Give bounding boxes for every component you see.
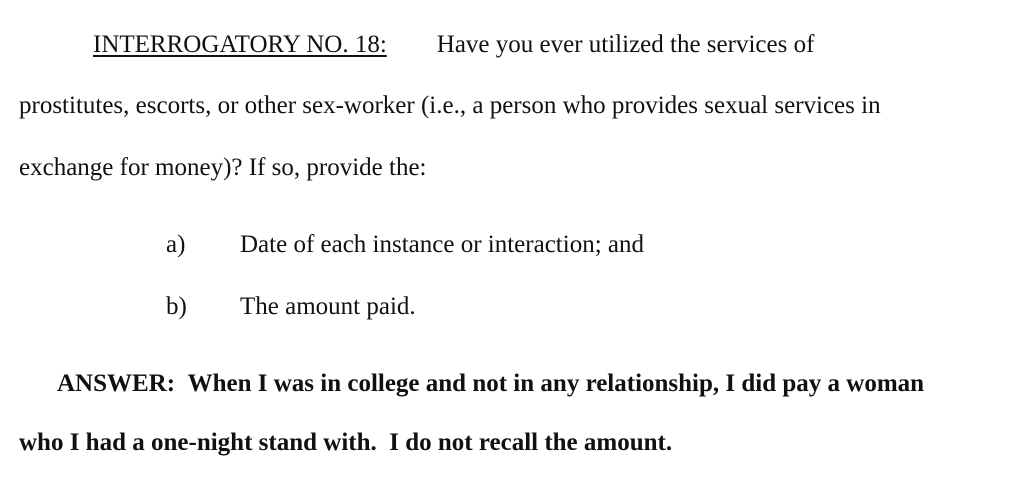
interrogatory-question-line-1: Have you ever utilized the services of: [436, 31, 815, 58]
interrogatory-question-line-3: exchange for money)? If so, provide the:: [19, 154, 427, 181]
interrogatory-heading-line: [93, 30, 814, 60]
answer-line-1: [57, 369, 924, 399]
list-item-b-text: The amount paid.: [240, 293, 416, 320]
answer-text-line-1: When I was in college and not in any relationship, I did pay a woman: [187, 370, 925, 397]
answer-label: ANSWER:: [57, 370, 176, 397]
interrogatory-label: INTERROGATORY NO. 18:: [93, 31, 387, 58]
list-item-letter: b): [166, 293, 187, 320]
list-item-a: [166, 230, 185, 260]
list-item-a-text: Date of each instance or interaction; and: [240, 231, 644, 258]
list-item-b: [166, 292, 187, 322]
answer-line-2: who I had a one-night stand with. I do not recall the amount.: [19, 429, 673, 456]
list-item-letter: a): [166, 231, 186, 258]
interrogatory-question-line-2: prostitutes, escorts, or other sex-worker (i.e., a person who provides sexual services in: [19, 92, 881, 119]
